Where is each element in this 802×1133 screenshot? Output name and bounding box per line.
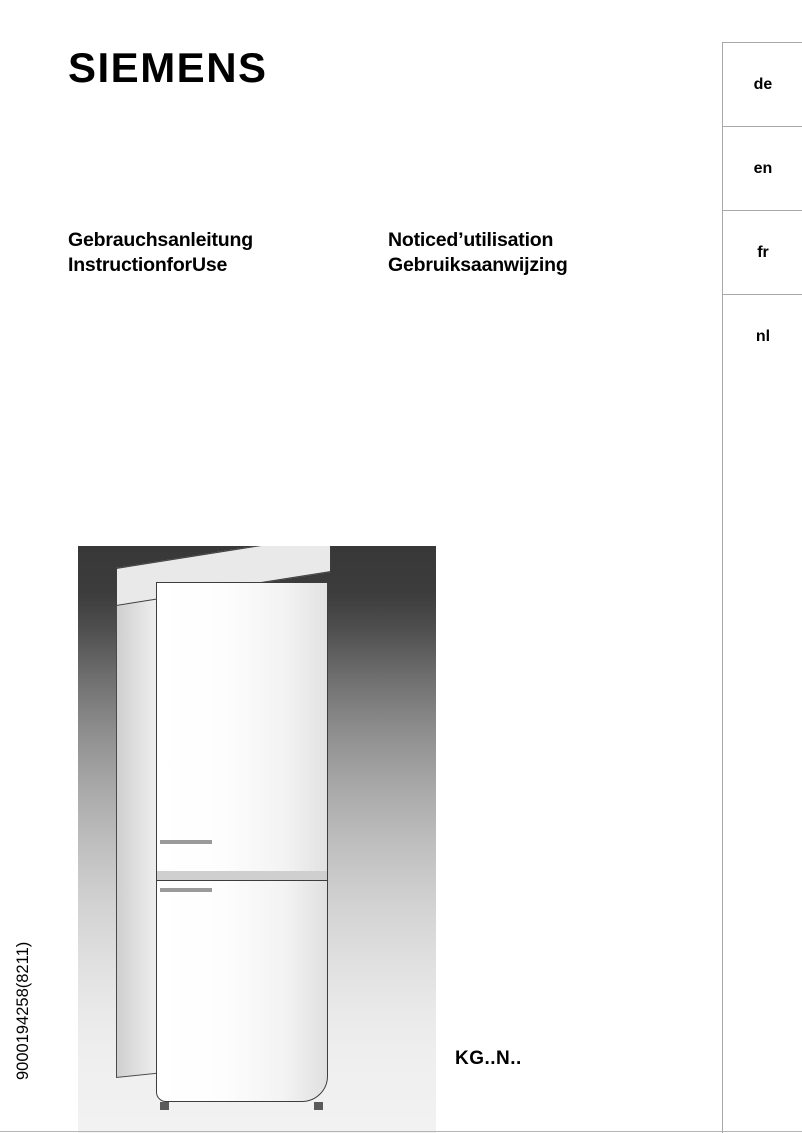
title-line-de: Gebrauchsanleitung (68, 229, 253, 251)
title-block (68, 228, 628, 278)
language-tab-strip (722, 42, 802, 379)
language-tab-de-label: de (753, 75, 773, 93)
title-line-nl: Gebruiksaanwijzing (388, 254, 568, 276)
title-column-left (68, 228, 388, 278)
siemens-logo: SIEMENS (68, 44, 268, 91)
fridge-upper-handle (160, 840, 212, 844)
fridge-foot-right (314, 1102, 323, 1110)
language-tab-strip-tail (722, 376, 802, 1133)
fridge-door-gap (156, 871, 328, 880)
product-photo (78, 546, 436, 1133)
fridge-lower-handle (160, 888, 212, 892)
language-tab-de[interactable] (723, 42, 802, 127)
language-tab-fr[interactable] (723, 211, 802, 295)
title-column-right (388, 228, 628, 278)
language-tab-nl-label: nl (755, 327, 771, 345)
title-line-fr: Noticed’utilisation (388, 229, 554, 251)
fridge-upper-door (156, 582, 328, 872)
title-line-en: InstructionforUse (68, 254, 228, 276)
fridge-foot-left (160, 1102, 169, 1110)
bottom-divider (0, 1131, 802, 1132)
language-tab-en-label: en (753, 159, 773, 177)
fridge-side-panel (116, 574, 158, 1078)
language-tab-fr-label: fr (757, 243, 769, 261)
language-tab-nl[interactable] (723, 295, 802, 379)
model-code: KG..N.. (455, 1048, 522, 1069)
fridge-illustration (116, 568, 331, 1108)
document-code: 9000194258(8211) (14, 941, 32, 1080)
fridge-lower-door (156, 880, 328, 1102)
language-tab-en[interactable] (723, 127, 802, 211)
